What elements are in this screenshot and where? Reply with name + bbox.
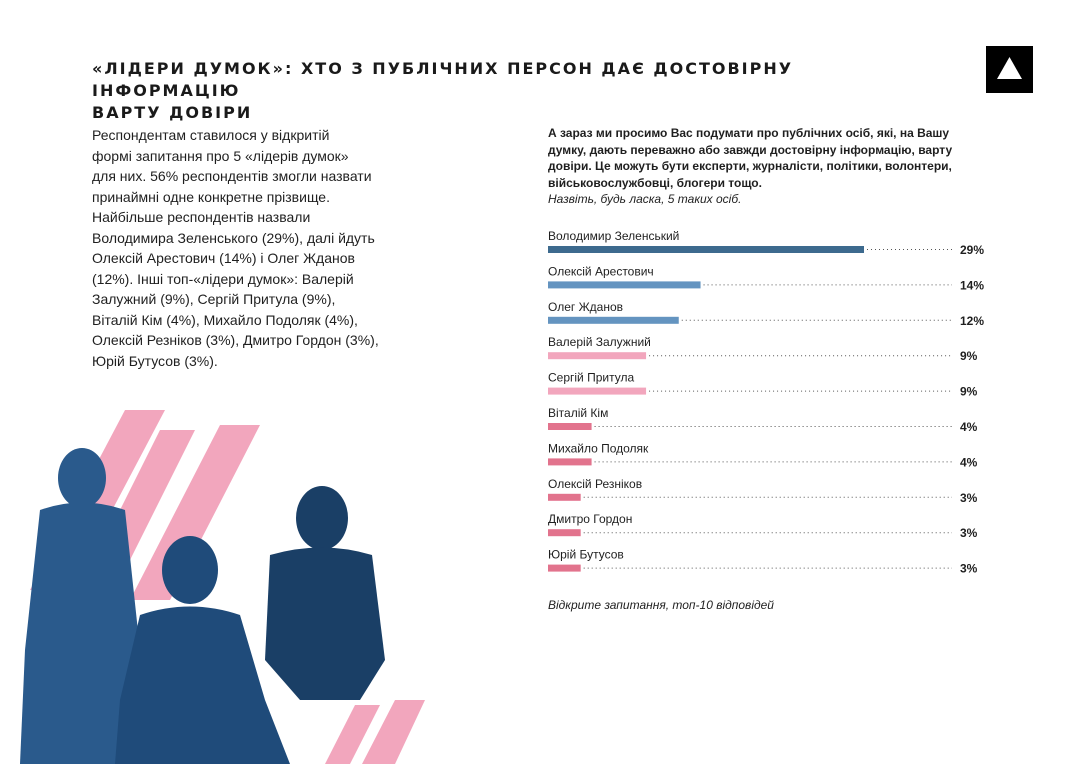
survey-instruction: Назвіть, будь ласка, 5 таких осіб. <box>548 192 742 206</box>
bar-value-label: 3% <box>960 490 978 505</box>
bar-label: Олег Жданов <box>548 299 624 314</box>
question-line: військовослужбовці, блогери тощо. <box>548 175 762 190</box>
title-line-1: «ЛІДЕРИ ДУМОК»: ХТО З ПУБЛІЧНИХ ПЕРСОН ДАЄ ДОСТОВІРНУ ІНФОРМАЦІЮ <box>92 59 794 100</box>
intro-line: (12%). Інші топ-«лідери думок»: Валерій <box>92 270 354 287</box>
bar-value-label: 3% <box>960 526 978 541</box>
question-line: А зараз ми просимо Вас подумати про публічних осіб, які, на Вашу <box>548 126 950 140</box>
bar-label: Володимир Зеленський <box>548 229 680 243</box>
question-line: довіри. Це можуть бути експерти, журналісти, політики, волонтери, <box>548 159 952 173</box>
bar-label: Михайло Подоляк <box>548 441 649 456</box>
bar-value-label: 14% <box>960 278 985 293</box>
bar-label: Валерій Залужний <box>548 335 651 350</box>
intro-line: Олексій Резніков (3%), Дмитро Гордон (3%), <box>92 332 379 348</box>
title-line-2: ВАРТУ ДОВІРИ <box>92 103 253 122</box>
bar <box>548 423 592 430</box>
intro-line: Юрій Бутусов (3%). <box>92 352 218 369</box>
intro-line: Найбільше респондентів назвали <box>92 209 311 225</box>
intro-line: принаймні одне конкретне прізвище. <box>92 188 330 205</box>
bar-value-label: 9% <box>960 384 978 399</box>
intro-line: для них. 56% респондентів змогли назвати <box>92 168 372 184</box>
intro-line: формі запитання про 5 «лідерів думок» <box>92 147 349 164</box>
bar-label: Олексій Арестович <box>548 264 654 279</box>
chart-footnote: Відкрите запитання, топ-10 відповідей <box>548 598 774 612</box>
bar <box>548 246 864 253</box>
bar-label: Віталій Кім <box>548 406 609 420</box>
question-line: думку, дають переважно або завжди достовірну інформацію, варту <box>548 142 953 157</box>
bar-value-label: 12% <box>960 313 985 328</box>
intro-line: Володимира Зеленського (29%), далі йдуть <box>92 229 375 246</box>
intro-line: Олексій Арестович (14%) і Олег Жданов <box>92 250 355 266</box>
bar-value-label: 3% <box>960 561 978 576</box>
bar <box>548 458 592 465</box>
bar <box>548 565 581 572</box>
intro-line: Респондентам ставилося у відкритій <box>92 127 330 143</box>
bar <box>548 317 679 324</box>
person-silhouette-center <box>115 536 290 764</box>
person-silhouette-right <box>265 486 385 700</box>
leaders-photo-collage <box>0 400 430 764</box>
bar <box>548 494 581 501</box>
intro-line: Віталій Кім (4%), Михайло Подоляк (4%), <box>92 311 358 328</box>
bar-value-label: 29% <box>960 243 985 257</box>
intro-line: Залужний (9%), Сергій Притула (9%), <box>92 291 336 307</box>
bar-label: Юрій Бутусов <box>548 547 624 562</box>
bar <box>548 388 646 395</box>
bar <box>548 281 701 288</box>
bar-label: Олексій Резніков <box>548 476 643 491</box>
bar <box>548 529 581 536</box>
bar-value-label: 4% <box>960 420 978 434</box>
bar <box>548 352 646 359</box>
bar-value-label: 4% <box>960 455 978 470</box>
bar-label: Дмитро Гордон <box>548 512 633 527</box>
bar-label: Сергій Притула <box>548 370 635 385</box>
bar-value-label: 9% <box>960 349 978 364</box>
